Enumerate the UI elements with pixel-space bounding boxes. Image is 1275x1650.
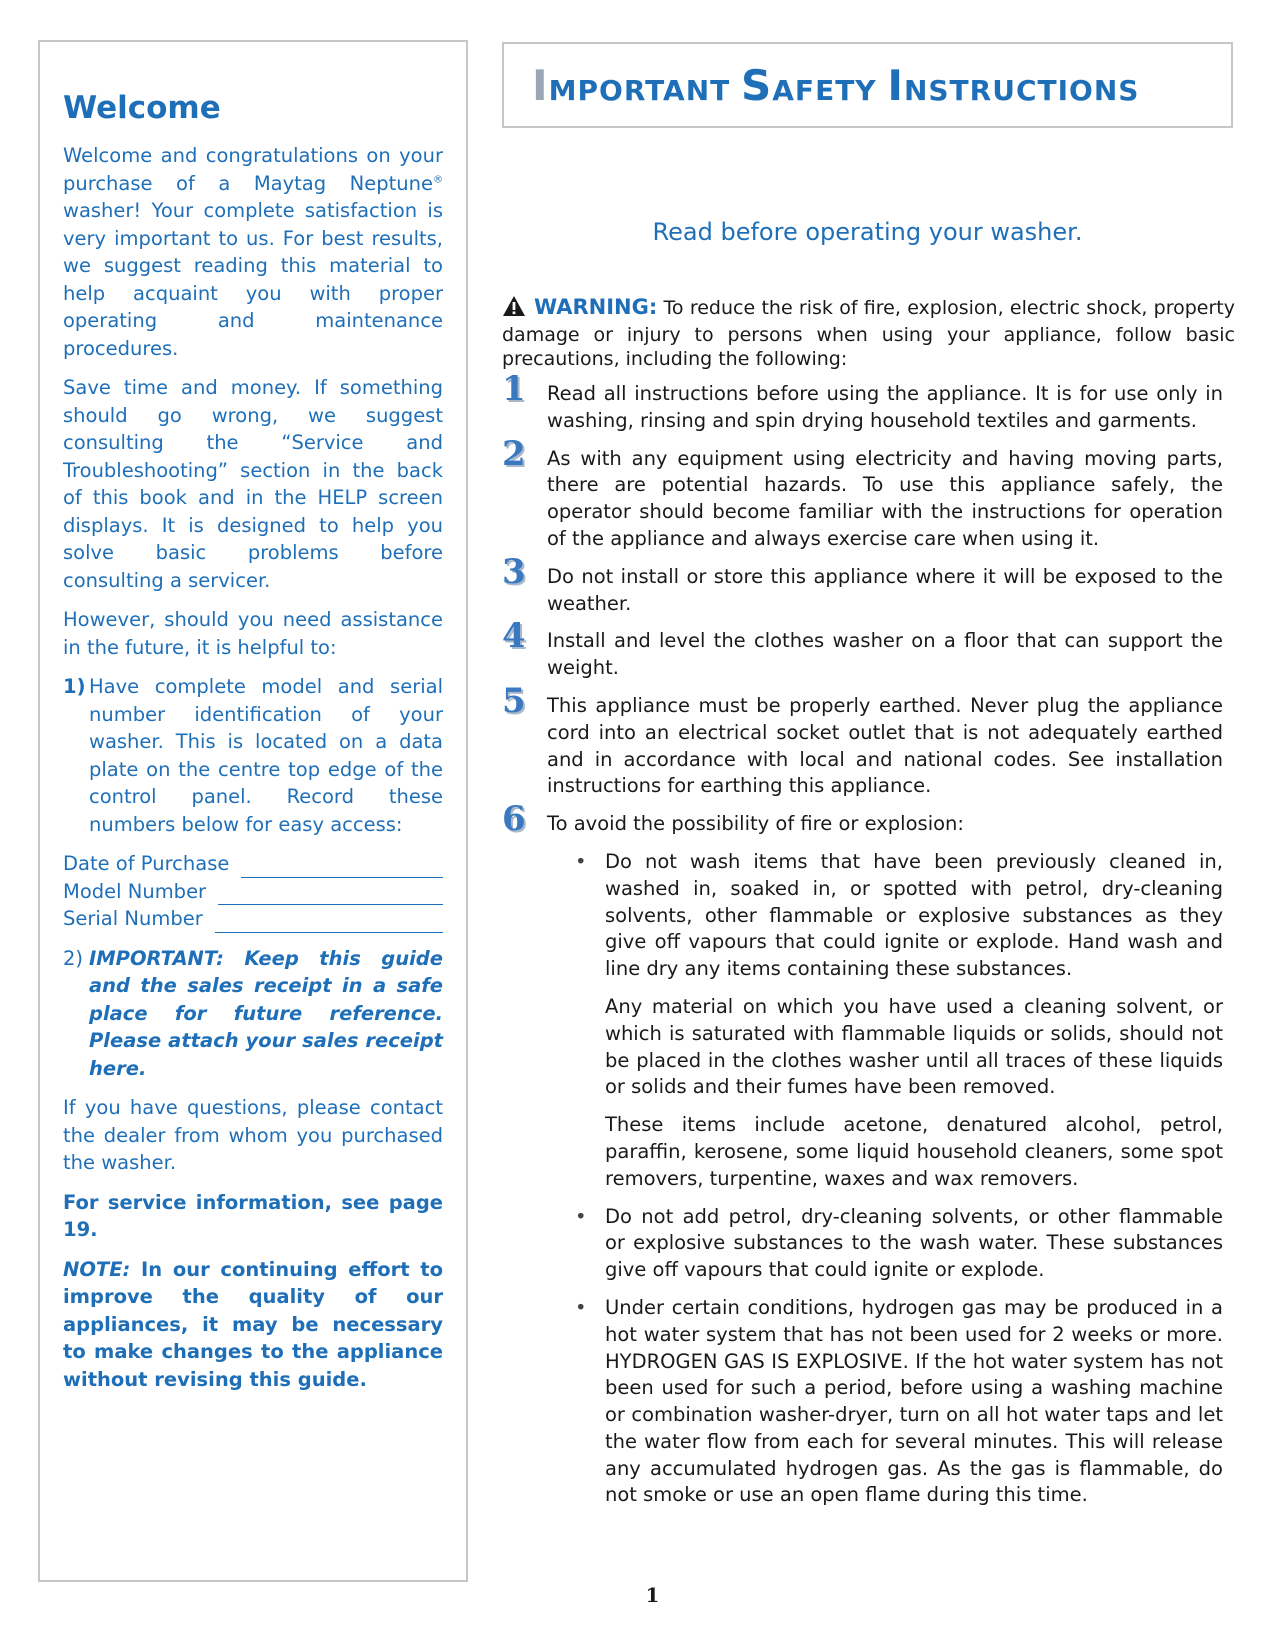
list-text: IMPORTANT: Keep this guide and the sales receipt in a safe place for future reference. Please attach your sales receipt here. [89, 946, 443, 1080]
serial-number-row [63, 905, 443, 933]
note-paragraph [63, 1256, 443, 1394]
title-rest-i: MPORTANT [548, 74, 742, 107]
title-cap-i: I [532, 61, 549, 110]
bullet-item [502, 849, 1235, 983]
record-fields [63, 850, 443, 933]
assistance-paragraph: However, should you need assistance in the future, it is helpful to: [63, 608, 443, 659]
model-number-row [63, 878, 443, 906]
read-before-subtitle: Read before operating your washer. [652, 218, 1083, 246]
number-badge: 1 [502, 369, 526, 409]
number-badge: 4 [502, 616, 526, 657]
date-of-purchase-row [63, 850, 443, 878]
number-badge: 3 [502, 551, 526, 592]
instruction-text: Install and level the clothes washer on a floor that can support the weight. [547, 629, 1223, 680]
warning-triangle-icon [502, 295, 526, 323]
number-badge: 5 [502, 680, 526, 721]
bullet-item [502, 1204, 1235, 1284]
date-of-purchase-label: Date of Purchase [63, 852, 230, 875]
sidebar-list-item-2 [63, 945, 443, 1083]
bullet-item [502, 1295, 1235, 1509]
serial-number-label: Serial Number [63, 907, 203, 930]
bullet-text: Under certain conditions, hydrogen gas may be produced in a hot water system that has not been used for 2 weeks or more. HYDROGEN GAS IS EXPLOSIVE. If the hot water system has not been used for such a period, before using a washing machine or combination washer-dryer, turn on all hot water taps and let the water flow from each for several minutes. This will release any accumulated hydrogen gas. As the gas is flammable, do not smoke or use an open flame during this time. [605, 1295, 1223, 1507]
list-text: Have complete model and serial number identification of your washer. This is located on a data plate on the centre top edge of the control panel. Record these numbers below for easy access: [89, 675, 443, 836]
model-number-line [218, 884, 443, 905]
instruction-item [502, 616, 1235, 682]
safety-header-box [502, 42, 1233, 128]
welcome-sidebar [38, 40, 468, 1582]
instruction-item [502, 799, 1235, 840]
welcome-intro [63, 142, 443, 362]
title-rest-i2: NSTRUCTIONS [903, 74, 1140, 107]
sidebar-list-item-1 [63, 673, 443, 838]
bullet-paragraph: Any material on which you have used a cleaning solvent, or which is saturated with flammable liquids or solids, should not be placed in the clothes washer until all traces of these liquids or solids and their fumes have been removed. [605, 994, 1223, 1099]
page-number: 1 [645, 1583, 660, 1607]
title-cap-i2: I [887, 61, 904, 110]
warning-label: WARNING: [534, 295, 658, 319]
registered-mark: ® [433, 174, 443, 185]
safety-instructions [502, 295, 1235, 1520]
bullet-icon: • [575, 849, 587, 873]
instruction-item [502, 551, 1235, 618]
instruction-text: This appliance must be properly earthed. Never plug the appliance cord into an electrical socket outlet that is not adequately earthed and in accordance with local and national codes. See installation instructions for earthing this appliance. [547, 693, 1223, 798]
page-title [532, 58, 1139, 119]
bullet-paragraph: These items include acetone, denatured alcohol, petrol, paraffin, kerosene, some liquid household cleaners, some spot removers, turpentine, waxes and wax removers. [605, 1113, 1223, 1190]
bullet-text: Do not add petrol, dry-cleaning solvents, or other flammable or explosive substances to the wash water. These substances give off vapours that could ignite or explode. [605, 1204, 1223, 1282]
welcome-intro-text-b: washer! Your complete satisfaction is very important to us. For best results, we suggest reading this material to help acquaint you with proper operating and maintenance procedures. [63, 199, 443, 360]
note-label: NOTE: [63, 1257, 131, 1281]
instruction-text: As with any equipment using electricity and having moving parts, there are potential hazards. To use this appliance safely, the operator should become familiar with the instructions for operation of the appliance and always exercise care when using it. [547, 446, 1223, 550]
bullet-icon: • [575, 1295, 587, 1319]
welcome-title: Welcome [63, 90, 221, 126]
list-number: 1) [63, 675, 86, 698]
welcome-intro-text-a: Welcome and congratulations on your purchase of a Maytag Neptune [63, 144, 443, 195]
instruction-text: Read all instructions before using the appliance. It is for use only in washing, rinsing and spin drying household textiles and garments. [547, 382, 1223, 432]
title-cap-s: S [741, 61, 773, 110]
serial-number-line [215, 912, 443, 933]
date-of-purchase-line [241, 857, 443, 878]
questions-paragraph: If you have questions, please contact the dealer from whom you purchased the washer. [63, 1096, 443, 1174]
instruction-text: To avoid the possibility of fire or explosion: [547, 812, 964, 836]
note-text: In our continuing effort to improve the quality of our appliances, it may be necessary to make changes to the appliance without revising this guide. [63, 1257, 443, 1391]
warning-text: To reduce the risk of fire, explosion, electric shock, property damage or injury to persons when using your appliance, follow basic precautions, including the following: [502, 297, 1235, 370]
instruction-item [502, 369, 1235, 435]
instruction-text: Do not install or store this appliance where it will be exposed to the weather. [547, 564, 1223, 615]
bullet-icon: • [575, 1204, 587, 1228]
instruction-item [502, 680, 1235, 800]
number-badge: 2 [502, 433, 526, 474]
list-number: 2) [63, 946, 84, 970]
model-number-label: Model Number [63, 879, 207, 903]
warning-paragraph [502, 295, 1235, 371]
service-info: For service information, see page 19. [63, 1190, 443, 1241]
title-rest-s: AFETY [772, 74, 888, 107]
bullet-text: Do not wash items that have been previously cleaned in, washed in, soaked in, or spotted with petrol, dry-cleaning solvents, other flammable or explosive substances as they give off vapours that could ignite or explode. Hand wash and line dry any items containing these substances. [605, 849, 1223, 981]
instruction-item [502, 433, 1235, 553]
number-badge: 6 [502, 799, 526, 840]
save-time-paragraph: Save time and money. If something should go wrong, we suggest consulting the “Service and Troubleshooting” section in the back of this book and in the HELP screen displays. It is designed to help you solve basic problems before consulting a servicer. [63, 376, 443, 592]
